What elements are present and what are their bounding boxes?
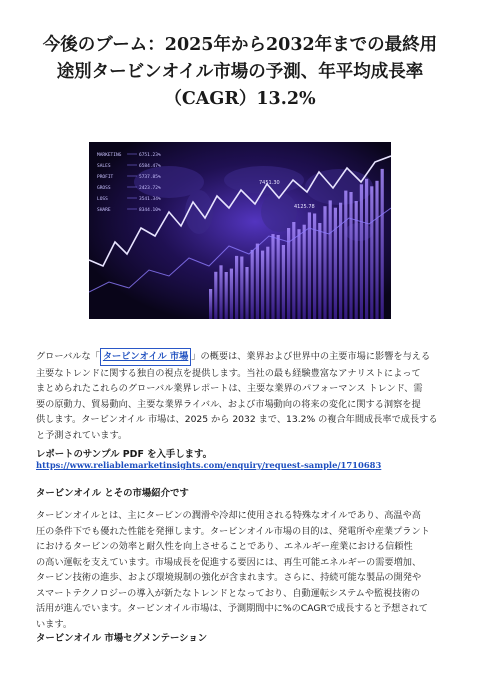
intro-line: 主要なトレンドに関する独自の視点を提供します。当社の最も経験豊富なアナリストによって [36,367,421,379]
title-line-2: 途別タービンオイル市場の予測、年平均成長率 [56,62,424,82]
decorative-bar [266,247,269,319]
ticker-label: LOSS [97,197,108,202]
intro-paragraph [36,348,446,443]
intro-line: と予測されています。 [36,429,128,441]
ticker-value: 2423.72% [139,186,161,191]
decorative-bar [219,265,222,319]
decorative-bar [235,256,238,319]
decorative-bar [360,184,363,319]
about-line: タービン技術の進歩、および環境規制の強化が含まれます。さらに、持続可能な製品の開発や [36,572,422,583]
hero-image [89,142,391,319]
about-paragraph [36,508,446,632]
decorative-bar [214,272,217,319]
about-line: 活用が進んでいます。タービンオイル市場は、予測期間中に%のCAGRで成長すると予想されて [36,603,428,614]
decorative-bar [282,245,285,319]
about-line: います。 [36,618,73,630]
graph-label: 7451.30 [259,180,280,186]
ticker-value: 6751.23% [139,153,161,158]
intro-line: まとめられたこれらのグローバル業界レポートは、主要な業界のパフォーマンス トレンド、需 [36,383,423,394]
about-line: スマートテクノロジーの導入が新たなトレンドとなっており、自動運転システムや監視技術の [36,587,420,599]
market-graphic [89,142,391,319]
decorative-bar [370,186,373,319]
decorative-bar [334,208,337,319]
decorative-bar [329,200,332,319]
page-title [30,32,450,113]
sample-pdf-label: レポートのサンプル PDF を入手します。 [36,449,212,460]
ticker-label: SHARE [97,208,111,213]
title-line-3: （CAGR）13.2% [164,89,316,109]
intro-line: 」の概要は、業界および世界中の主要市場に影響を与える [191,351,431,362]
decorative-bar [245,267,248,319]
decorative-bar [277,235,280,319]
ticker-value: 3541.34% [139,197,161,202]
decorative-bar [323,206,326,319]
decorative-bar [271,234,274,319]
decorative-bar [344,191,347,319]
decorative-bar [225,272,228,319]
decorative-bar [209,289,212,319]
about-heading: タービンオイル とその市場紹介です [36,488,189,499]
ticker-label: PROFIT [97,175,114,180]
decorative-bar [303,225,306,319]
decorative-bar [256,244,259,319]
decorative-bar [240,257,243,320]
ticker-value: 5737.85% [139,175,161,180]
decorative-bar [230,269,233,319]
about-line: におけるタービンの効率と耐久性を向上させることであり、エネルギー産業における信頼性 [36,541,413,552]
decorative-bar [251,250,254,319]
decorative-bar [365,179,368,319]
decorative-bar [318,223,321,319]
ticker-label: SALES [97,164,111,169]
about-line: の高い運転を支えています。市場成長を促進する要因には、再生可能エネルギーの需要増加、 [36,556,422,568]
intro-prefix: グローバルな「 [36,351,100,362]
ticker-value: 8344.10% [139,208,161,213]
intro-line: 要の原動力、貿易動向、主要な業界ライバル、および市場動向の将来の変化に関する洞察を提 [36,398,421,410]
ticker-label: MARKETING [97,153,122,158]
ticker-value: 6584.47% [139,164,161,169]
about-line: 圧の条件下でも優れた性能を発揮します。タービンオイル市場の目的は、発電所や産業プラント [36,525,430,537]
decorative-bar [349,192,352,319]
decorative-bar [297,229,300,319]
title-line-1: 今後のブーム：2025年から2032年までの最終用 [42,35,438,55]
segmentation-heading: タービンオイル 市場セグメンテーション [36,633,208,644]
market-link[interactable]: タービンオイル 市場 [100,348,191,366]
decorative-bar [375,181,378,319]
sample-request-link[interactable]: https://www.reliablemarketinsights.com/enquiry/request-sample/1710683 [36,460,382,470]
graph-label: 4125.78 [294,204,315,210]
intro-line: 供します。タービンオイル 市場は、2025 から 2032 まで、13.2% の複合年間成長率で成長する [36,414,438,425]
about-line: タービンオイルとは、主にタービンの潤滑や冷却に使用される特殊なオイルであり、高温や高 [36,510,421,521]
ticker-label: GROSS [97,186,111,191]
decorative-bar [381,169,384,319]
decorative-bar [261,251,264,319]
decorative-bar [292,222,295,319]
decorative-bar [339,203,342,319]
decorative-bar [355,201,358,319]
